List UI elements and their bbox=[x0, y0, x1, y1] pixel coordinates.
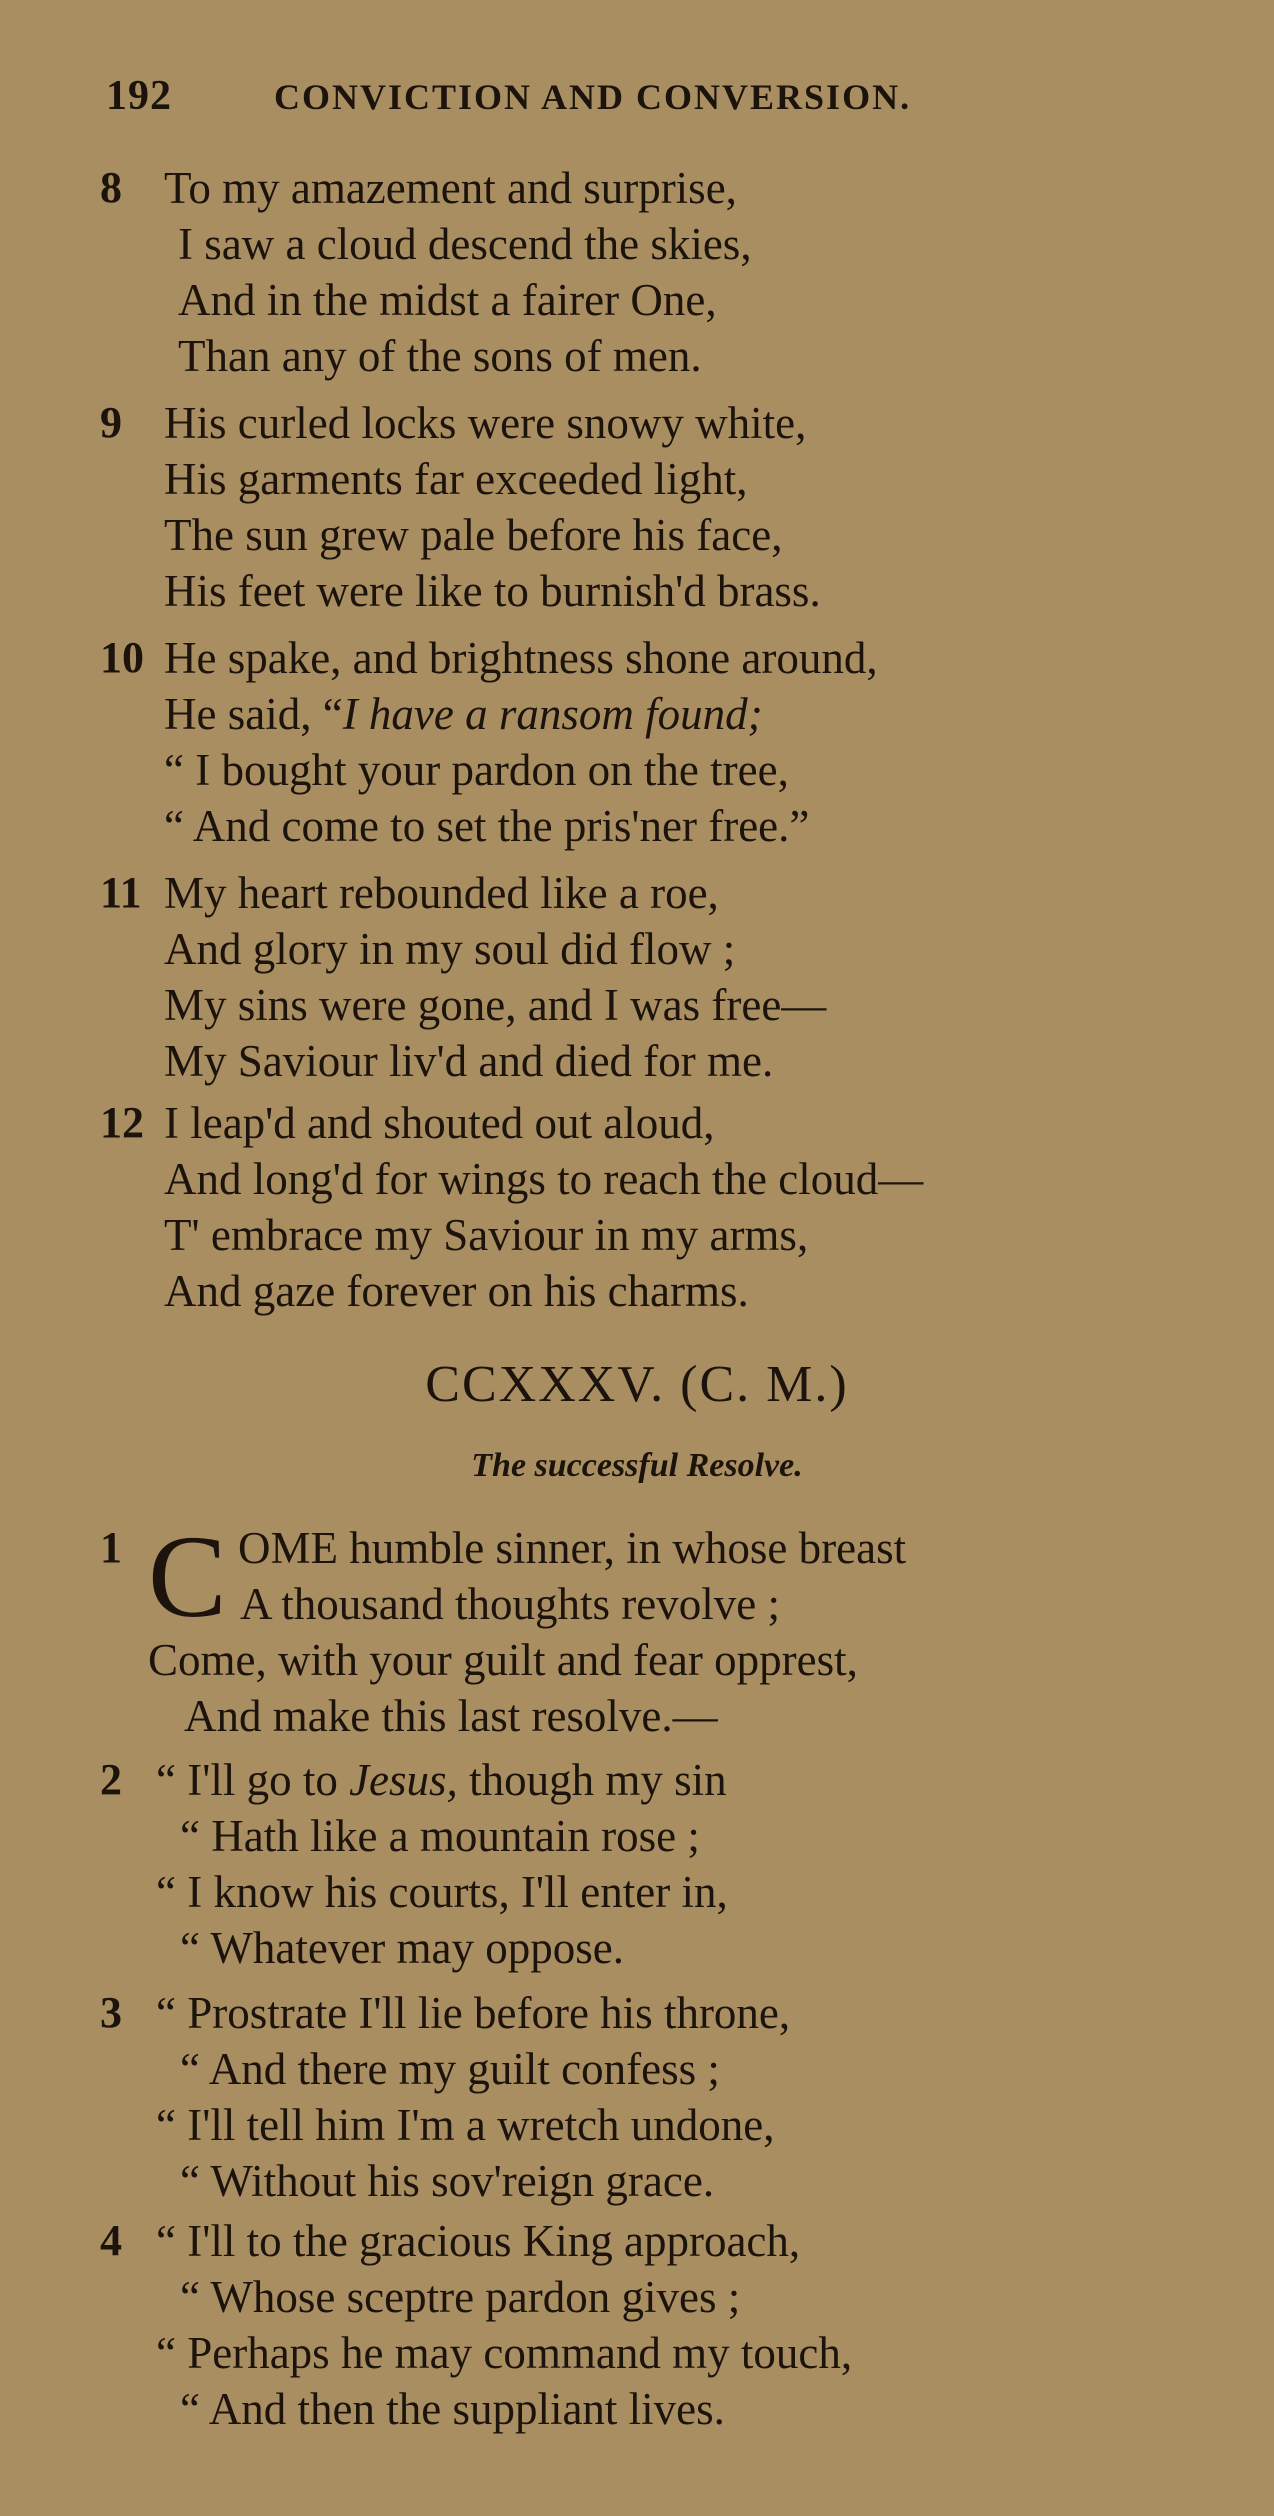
verse-number: 4 bbox=[100, 2216, 122, 2265]
verse-line: T' embrace my Saviour in my arms, bbox=[164, 1210, 809, 1260]
verse-number: 10 bbox=[100, 633, 144, 682]
verse-line: “ I'll to the gracious King approach, bbox=[156, 2216, 801, 2266]
verse-line: “ And then the suppliant lives. bbox=[180, 2384, 725, 2434]
verse-line: “ Prostrate I'll lie before his throne, bbox=[156, 1988, 791, 2038]
verse-line: He spake, and brightness shone around, bbox=[164, 633, 878, 683]
verse-line: “ I bought your pardon on the tree, bbox=[164, 745, 789, 795]
verse-line-text: “ I'll go to bbox=[156, 1755, 350, 1805]
verse-number: 2 bbox=[100, 1755, 122, 1804]
running-head bbox=[106, 72, 1186, 132]
verse-line: A thousand thoughts revolve ; bbox=[240, 1579, 780, 1629]
verse-number: 8 bbox=[100, 163, 122, 212]
verse-line: “ Perhaps he may command my touch, bbox=[156, 2328, 853, 2378]
page-number: 192 bbox=[106, 73, 172, 119]
verse-line: My Saviour liv'd and died for me. bbox=[164, 1036, 774, 1086]
verse-number: 3 bbox=[100, 1988, 122, 2037]
verse-line: OME humble sinner, in whose breast bbox=[238, 1523, 907, 1573]
verse-line: The sun grew pale before his face, bbox=[164, 510, 783, 560]
verse-line: And make this last resolve.— bbox=[184, 1691, 718, 1741]
drop-cap: C bbox=[148, 1511, 227, 1642]
verse-line bbox=[164, 686, 878, 742]
verse-number: 12 bbox=[100, 1098, 144, 1147]
verse-line: And in the midst a fairer One, bbox=[178, 275, 717, 325]
verse-line: “ Hath like a mountain rose ; bbox=[180, 1811, 700, 1861]
verse-line: “ I'll tell him I'm a wretch undone, bbox=[156, 2100, 775, 2150]
verse-line: “ And come to set the pris'ner free.” bbox=[164, 801, 810, 851]
verse-line: Come, with your guilt and fear opprest, bbox=[148, 1635, 858, 1685]
verse-line: And long'd for wings to reach the cloud— bbox=[164, 1154, 924, 1204]
italic-name: Jesus, bbox=[349, 1755, 458, 1805]
verse-line: To my amazement and surprise, bbox=[164, 163, 737, 213]
verse-line: I leap'd and shouted out aloud, bbox=[164, 1098, 715, 1148]
verse-number: 9 bbox=[100, 398, 122, 447]
verse-line: And glory in my soul did flow ; bbox=[164, 924, 736, 974]
verse-line: Than any of the sons of men. bbox=[178, 331, 702, 381]
verse-line bbox=[156, 1752, 728, 1808]
verse-line: “ Without his sov'reign grace. bbox=[180, 2156, 715, 2206]
verse-line: And gaze forever on his charms. bbox=[164, 1266, 749, 1316]
verse-line: “ Whatever may oppose. bbox=[180, 1923, 625, 1973]
hymn-heading: CCXXXV. (C. M.) bbox=[425, 1356, 849, 1413]
verse-line: His garments far exceeded light, bbox=[164, 454, 748, 504]
verse-line: I saw a cloud descend the skies, bbox=[178, 219, 752, 269]
verse-line: “ I know his courts, I'll enter in, bbox=[156, 1867, 728, 1917]
verse-number: 11 bbox=[100, 868, 142, 917]
hymn-subtitle: The successful Resolve. bbox=[471, 1447, 803, 1484]
running-title: CONVICTION AND CONVERSION. bbox=[274, 77, 912, 117]
verse-line: “ And there my guilt confess ; bbox=[180, 2044, 720, 2094]
verse-line: His feet were like to burnish'd brass. bbox=[164, 566, 821, 616]
italic-quote: I have a ransom found; bbox=[342, 689, 763, 739]
verse-line: My heart rebounded like a roe, bbox=[164, 868, 719, 918]
verse-line: “ Whose sceptre pardon gives ; bbox=[180, 2272, 741, 2322]
verse-number: 1 bbox=[100, 1523, 122, 1572]
verse-line-text: He said, “ bbox=[164, 689, 343, 739]
verse-line: His curled locks were snowy white, bbox=[164, 398, 807, 448]
verse-line: My sins were gone, and I was free— bbox=[164, 980, 827, 1030]
verse-line-text: though my sin bbox=[457, 1755, 727, 1805]
